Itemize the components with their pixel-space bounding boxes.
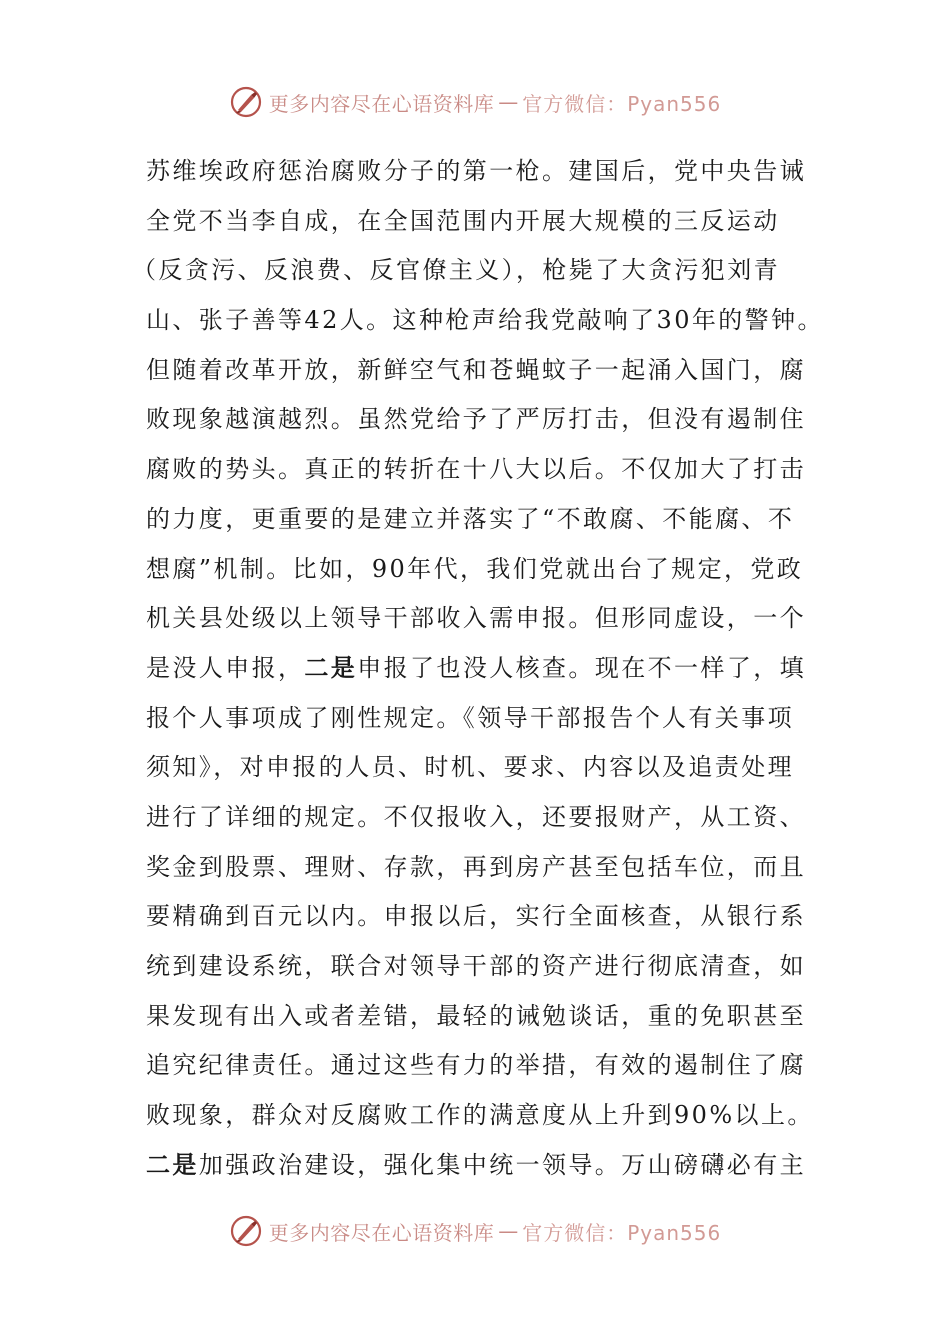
text-line: 要精确到百元以内。申报以后，实行全面核查，从银行系 bbox=[146, 902, 806, 931]
footer-banner bbox=[0, 1209, 950, 1253]
text-line: 但随着改革开放，新鲜空气和苍蝇蚊子一起涌入国门，腐 bbox=[146, 355, 806, 384]
line-prefix: 是没人申报， bbox=[146, 653, 305, 682]
banner-separator: — bbox=[498, 1219, 519, 1243]
pen-nib-icon bbox=[229, 1214, 263, 1248]
line-rest: 加强政治建设，强化集中统一领导。万山磅礴必有主 bbox=[198, 1150, 807, 1179]
text-line: 追究纪律责任。通过这些有力的举措，有效的遏制住了腐 bbox=[146, 1051, 806, 1080]
text-line bbox=[146, 1141, 806, 1191]
text-line: 机关县处级以上领导干部收入需申报。但形同虚设，一个 bbox=[146, 604, 806, 633]
line-rest: 申报了也没人核查。现在不一样了，填 bbox=[357, 653, 807, 682]
text-line: （反贪污、反浪费、反官僚主义），枪毙了大贪污犯刘青 bbox=[132, 256, 780, 285]
header-banner bbox=[0, 80, 950, 124]
bold-marker: 二是 bbox=[304, 653, 358, 682]
bold-marker: 二是 bbox=[146, 1150, 199, 1179]
text-line: 想腐”机制。比如，90年代，我们党就出台了规定，党政 bbox=[146, 554, 804, 583]
banner-wechat-text: 官方微信：Pyan556 bbox=[522, 1220, 722, 1245]
text-line: 奖金到股票、理财、存款，再到房产甚至包括车位，而且 bbox=[146, 852, 806, 881]
text-line: 统到建设系统，联合对领导干部的资产进行彻底清查，如 bbox=[146, 952, 806, 980]
text-line: 进行了详细的规定。不仅报收入，还要报财产，从工资、 bbox=[146, 802, 806, 831]
text-line: 报个人事项成了刚性规定。《领导干部报告个人有关事项 bbox=[146, 703, 794, 732]
banner-site-text: 更多内容尽在心语资料库 bbox=[268, 91, 495, 116]
text-line: 败现象，群众对反腐败工作的满意度从上升到90%以上。 bbox=[146, 1101, 814, 1130]
text-line: 苏维埃政府惩治腐败分子的第一枪。建国后，党中央告诫 bbox=[146, 157, 806, 185]
banner-site-text: 更多内容尽在心语资料库 bbox=[268, 1220, 495, 1245]
document-body bbox=[132, 147, 824, 1190]
text-line: 腐败的势头。真正的转折在十八大以后。不仅加大了打击 bbox=[146, 455, 806, 484]
text-line: 全党不当李自成，在全国范围内开展大规模的三反运动 bbox=[146, 206, 780, 235]
text-line: 的力度，更重要的是建立并落实了“不敢腐、不能腐、不 bbox=[146, 504, 795, 533]
text-line: 须知》，对申报的人员、时机、要求、内容以及追责处理 bbox=[146, 753, 794, 782]
text-line bbox=[146, 644, 806, 694]
text-line: 败现象越演越烈。虽然党给予了严厉打击，但没有遏制住 bbox=[146, 405, 806, 434]
banner-separator: — bbox=[498, 90, 519, 114]
text-line: 果发现有出入或者差错，最轻的诫勉谈话，重的免职甚至 bbox=[146, 1001, 806, 1030]
banner-wechat-text: 官方微信：Pyan556 bbox=[522, 91, 722, 116]
pen-nib-icon bbox=[229, 85, 263, 119]
text-line: 山、张子善等42人。这种枪声给我党敲响了30年的警钟。 bbox=[146, 306, 824, 335]
